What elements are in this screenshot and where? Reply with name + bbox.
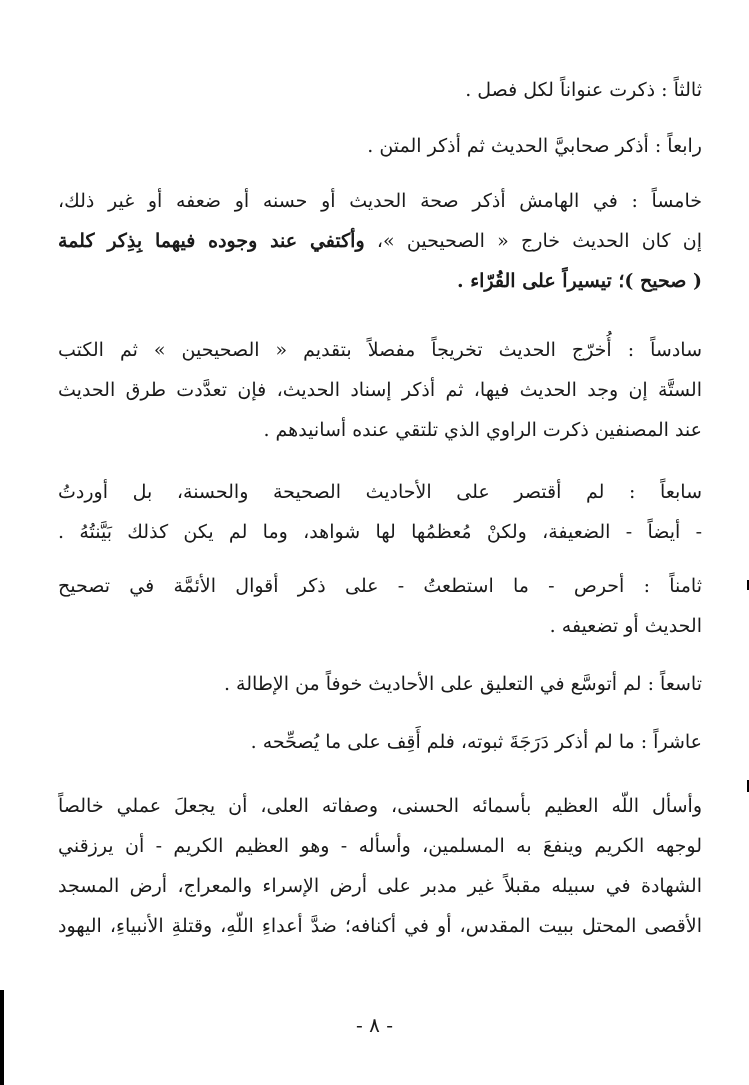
paragraph-third	[58, 70, 702, 110]
text-line: عند المصنفين ذكرت الراوي الذي تلتقي عنده أسانيدهم .	[263, 419, 702, 441]
text-line: - أيضاً - الضعيفة، ولكنْ مُعظمُها لها شواهد، وما لم يكن كذلك بَيَّنتُهُ .	[58, 521, 702, 543]
text-line: الحديث أو تضعيفه .	[549, 615, 702, 637]
paragraph-ninth	[58, 664, 702, 704]
page-number: - ٨ -	[356, 1013, 393, 1037]
text-line: الستَّة إن وجد الحديث فيها، ثم أذكر إسناد الحديث، فإن تعدَّدت طرق الحديث	[58, 379, 702, 401]
text-line: خامساً : في الهامش أذكر صحة الحديث أو حسنه أو ضعفه أو غير ذلك،	[58, 190, 702, 212]
paragraph-fourth	[58, 126, 702, 166]
paragraph-fifth	[58, 181, 702, 301]
scan-edge-mark	[0, 990, 4, 1085]
text-line: تاسعاً : لم أتوسَّع في التعليق على الأحاديث خوفاً من الإطالة .	[223, 673, 702, 695]
text-line: الأقصى المحتل ببيت المقدس، أو في أكنافه؛ ضدَّ أعداءِ اللّهِ، وقتلةِ الأنبياءِ، اليهود	[58, 915, 702, 937]
paragraph-sixth	[58, 330, 702, 450]
paragraph-tenth	[58, 722, 702, 762]
paragraph-closing	[58, 786, 702, 946]
text-segment: إن كان الحديث خارج « الصحيحين »،	[376, 230, 702, 252]
text-line-bold: ( صحيح )؛ تيسيراً على القُرّاء .	[456, 270, 702, 292]
text-line: ثامناً : أحرص - ما استطعتُ - على ذكر أقوال الأئمَّة في تصحيح	[58, 575, 702, 597]
text-segment-bold: وأكتفي عند وجوده فيهما بِذِكر كلمة	[58, 230, 365, 252]
text-line: سابعاً : لم أقتصر على الأحاديث الصحيحة والحسنة، بل أوردتُ	[58, 481, 702, 503]
text-line: عاشراً : ما لم أذكر دَرَجَةَ ثبوته، فلم أَقِف على ما يُصحِّحه .	[250, 731, 702, 753]
paragraph-eighth	[58, 566, 702, 646]
text-line: وأسأل اللّه العظيم بأسمائه الحسنى، وصفاته العلى، أن يجعلَ عملي خالصاً	[58, 795, 702, 817]
text-line: ثالثاً : ذكرت عنواناً لكل فصل .	[465, 79, 702, 101]
text-line: لوجهه الكريم وينفعَ به المسلمين، وأسأله - وهو العظيم الكريم - أن يرزقني	[58, 835, 702, 857]
paragraph-seventh	[58, 472, 702, 552]
text-line: الشهادة في سبيله مقبلاً غير مدبر على أرض الإسراء والمعراج، أرض المسجد	[58, 875, 702, 897]
text-line: رابعاً : أذكر صحابيَّ الحديث ثم أذكر المتن .	[367, 135, 702, 157]
text-line: سادساً : أُخرّج الحديث تخريجاً مفصلاً بتقديم « الصحيحين » ثم الكتب	[58, 339, 702, 361]
text-line-mixed	[58, 221, 702, 261]
